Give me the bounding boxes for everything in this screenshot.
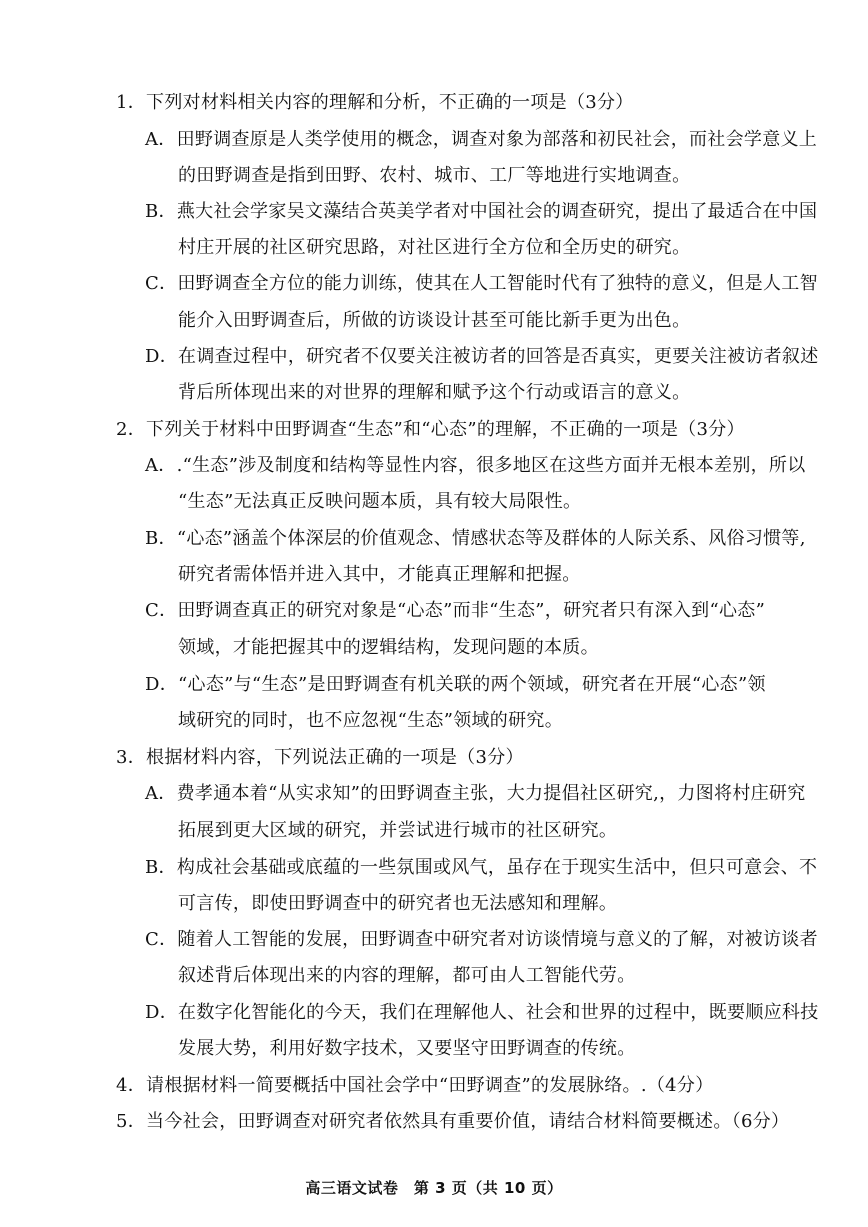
question-2-option-b: B．“心态”涵盖个体深层的价值观念、情感状态等及群体的人际关系、风俗习惯等,	[145, 528, 806, 549]
question-2-stem: 2．下列关于材料中田野调查“生态”和“心态”的理解，不正确的一项是（3分）	[116, 419, 745, 440]
question-4-stem: 4．请根据材料一简要概括中国社会学中“田野调查”的发展脉络。.（4分）	[116, 1075, 714, 1096]
question-3-stem: 3．根据材料内容，下列说法正确的一项是（3分）	[116, 747, 524, 768]
question-1-option-b: B．燕大社会学家吴文藻结合英美学者对中国社会的调查研究，提出了最适合在中国	[145, 201, 818, 222]
question-3-option-b-cont: 可言传，即使田野调查中的研究者也无法感知和理解。	[178, 893, 618, 914]
question-2-option-d-cont: 域研究的同时，也不应忽视“生态”领域的研究。	[178, 710, 564, 731]
question-5-stem: 5．当今社会，田野调查对研究者依然具有重要价值，请结合材料简要概述。（6分）	[116, 1111, 790, 1132]
page-footer: 高三语文试卷 第 3 页（共 10 页）	[305, 1179, 563, 1197]
question-1-option-a: A．田野调查原是人类学使用的概念，调查对象为部落和初民社会，而社会学意义上	[145, 129, 818, 150]
question-1-option-b-cont: 村庄开展的社区研究思路，对社区进行全方位和全历史的研究。	[178, 237, 691, 258]
question-1-stem: 1．下列对材料相关内容的理解和分析，不正确的一项是（3分）	[116, 92, 634, 113]
question-2-option-c-cont: 领域，才能把握其中的逻辑结构，发现问题的本质。	[178, 637, 599, 658]
question-2-option-a: A．.“生态”涉及制度和结构等显性内容，很多地区在这些方面并无根本差别，所以	[145, 455, 806, 476]
question-1-option-d-cont: 背后所体现出来的对世界的理解和赋予这个行动或语言的意义。	[178, 382, 691, 403]
question-1-option-c: C．田野调查全方位的能力训练，使其在人工智能时代有了独特的意义，但是人工智	[145, 273, 818, 294]
question-3-option-c-cont: 叙述背后体现出来的内容的理解，都可由人工智能代劳。	[178, 965, 636, 986]
question-3-option-a: A．费孝通本着“从实求知”的田野调查主张，大力提倡社区研究,，力图将村庄研究	[145, 783, 806, 804]
question-2-option-a-cont: “生态”无法真正反映问题本质，具有较大局限性。	[178, 491, 582, 512]
question-3-option-c: C．随着人工智能的发展，田野调查中研究者对访谈情境与意义的了解，对被访谈者	[145, 929, 818, 950]
question-3-option-b: B．构成社会基础或底蕴的一些氛围或风气，虽存在于现实生活中，但只可意会、不	[145, 857, 818, 878]
question-3-option-d: D．在数字化智能化的今天，我们在理解他人、社会和世界的过程中，既要顺应科技	[145, 1002, 819, 1023]
question-3-option-a-cont: 拓展到更大区域的研究，并尝试进行城市的社区研究。	[178, 820, 618, 841]
question-1-option-a-cont: 的田野调查是指到田野、农村、城市、工厂等地进行实地调查。	[178, 165, 691, 186]
question-2-option-b-cont: 研究者需体悟并进入其中，才能真正理解和把握。	[178, 564, 581, 585]
question-1-option-d: D．在调查过程中，研究者不仅要关注被访者的回答是否真实，更要关注被访者叙述	[145, 346, 819, 367]
question-3-option-d-cont: 发展大势，利用好数字技术，又要坚守田野调查的传统。	[178, 1038, 636, 1059]
question-1-option-c-cont: 能介入田野调查后，所做的访谈设计甚至可能比新手更为出色。	[178, 310, 691, 331]
question-2-option-c: C．田野调查真正的研究对象是“心态”而非“生态”，研究者只有深入到“心态”	[145, 600, 766, 621]
question-2-option-d: D．“心态”与“生态”是田野调查有机关联的两个领域，研究者在开展“心态”领	[145, 674, 766, 695]
